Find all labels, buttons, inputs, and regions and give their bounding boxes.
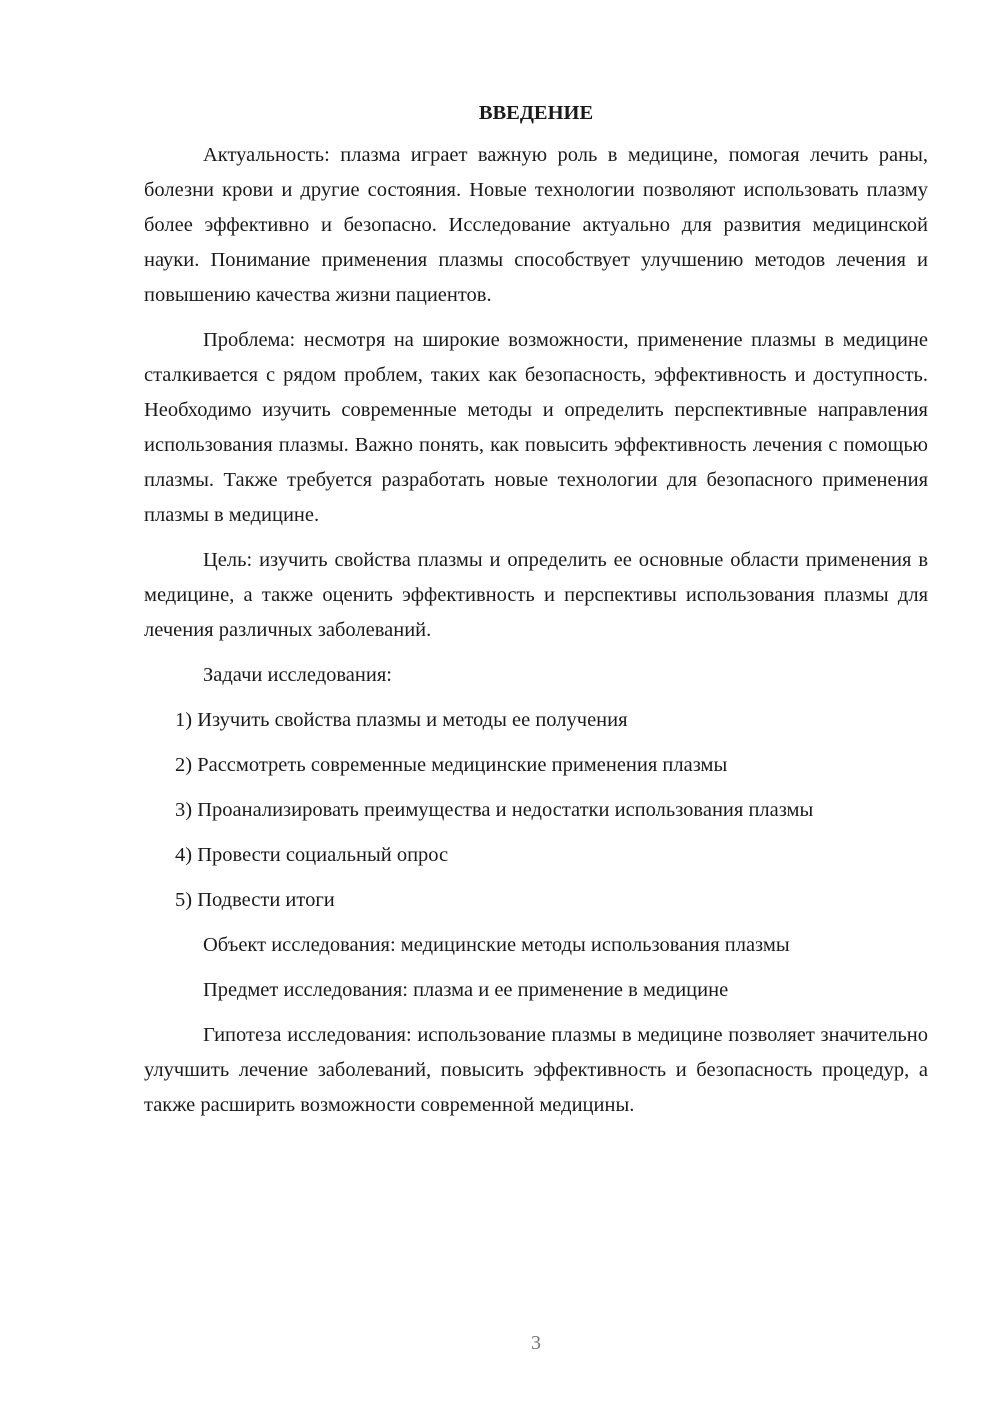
page-number: 3 — [531, 1332, 541, 1354]
paragraph-subject: Предмет исследования: плазма и ее применение в медицине — [203, 979, 729, 1001]
paragraph-object: Объект исследования: медицинские методы использования плазмы — [203, 934, 790, 956]
section-heading: ВВЕДЕНИЕ — [478, 102, 594, 124]
paragraph-relevance: Актуальность: плазма играет важную роль в медицине, помогая лечить раны, болезни крови и другие состояния. Новые технологии позволяют использовать плазму более эффективно и безопасно. Исследование актуально для развития медицинской науки. Понимание применения плазмы способствует улучшению методов лечения и повышению качества жизни пациентов. — [144, 144, 928, 306]
task-item-4: 4) Провести социальный опрос — [175, 844, 449, 866]
task-item-3: 3) Проанализировать преимущества и недостатки использования плазмы — [175, 799, 814, 821]
task-item-1: 1) Изучить свойства плазмы и методы ее получения — [175, 709, 628, 731]
paragraph-hypothesis: Гипотеза исследования: использование плазмы в медицине позволяет значительно улучшить лечение заболеваний, повысить эффективность и безопасность процедур, а также расширить возможности современной медицины. — [144, 1024, 928, 1116]
tasks-title: Задачи исследования: — [203, 664, 392, 686]
paragraph-goal: Цель: изучить свойства плазмы и определить ее основные области применения в медицине, а также оценить эффективность и перспективы использования плазмы для лечения различных заболеваний. — [144, 549, 928, 641]
document-body — [144, 98, 928, 1133]
task-item-5: 5) Подвести итоги — [175, 889, 335, 911]
task-item-2: 2) Рассмотреть современные медицинские применения плазмы — [175, 754, 728, 776]
paragraph-problem: Проблема: несмотря на широкие возможности, применение плазмы в медицине сталкивается с рядом проблем, таких как безопасность, эффективность и доступность. Необходимо изучить современные методы и определить перспективные направления использования плазмы. Важно понять, как повысить эффективность лечения с помощью плазмы. Также требуется разработать новые технологии для безопасного применения плазмы в медицине. — [144, 329, 928, 526]
